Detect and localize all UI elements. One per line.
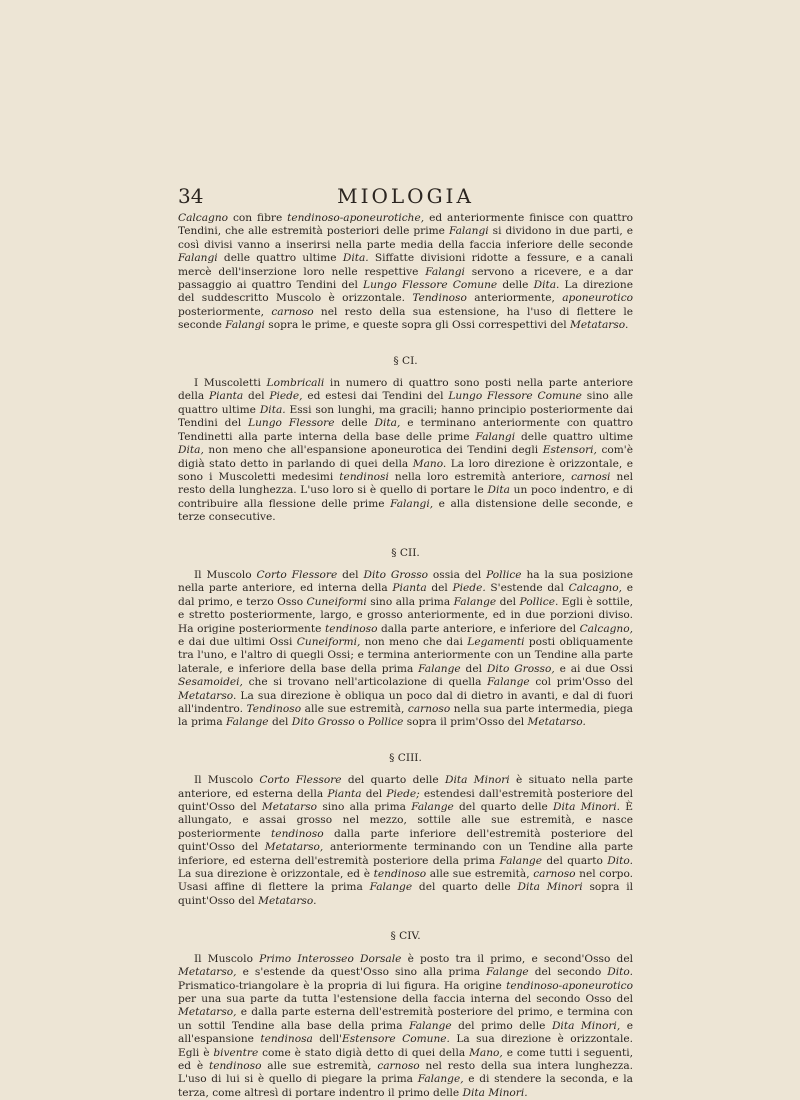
italic-term: Tendinoso bbox=[412, 292, 467, 305]
page-body bbox=[178, 212, 633, 1100]
italic-term: Dito Grosso bbox=[291, 716, 355, 729]
paragraph-lombricali: I Muscoletti Lombricali in numero di quattro sono posti nella parte anteriore della Pianta del Piede, ed estesi dai Tendini del Lungo Flessore Comune sino alle quattro ultime Dita. Essi son lunghi, ma gracili; hanno principio posteriormente dai Tendini del Lungo Flessore delle Dita, e terminano anteriormente con quattro Tendinetti alla parte interna della base delle prime Falangi delle quattro ultime Dita, non meno che all'espansione aponeurotica dei Tendini degli Estensori, com'è digià stato detto in parlando di quei della Mano. La loro direzione è orizzontale, e sono i Muscoletti medesimi tendinosi nella loro estremità anteriore, carnosi nel resto della lunghezza. L'uso loro si è quello di portare le Dita un poco indentro, e di contribuire alla flessione delle prime Falangi, e alla distensione delle seconde, e terze consecutive. bbox=[178, 377, 634, 524]
italic-term: Tendinoso bbox=[246, 703, 302, 715]
section-heading-ciii: § CIII. bbox=[389, 751, 422, 764]
italic-term: Falange, bbox=[417, 1073, 464, 1086]
italic-term: Metatarso, bbox=[264, 841, 324, 854]
italic-term: Metatarso. bbox=[178, 689, 237, 702]
italic-term: carnoso bbox=[407, 703, 451, 715]
italic-term: Falange bbox=[226, 716, 269, 729]
italic-term: Dita, bbox=[178, 444, 204, 457]
page-title: MIOLOGIA bbox=[337, 184, 474, 208]
italic-term: Pollice bbox=[486, 568, 522, 581]
italic-term: tendinoso bbox=[324, 622, 378, 635]
italic-term: tendinoso bbox=[208, 1059, 262, 1072]
italic-term: Falangi bbox=[475, 430, 516, 443]
italic-term: aponeurotico bbox=[562, 292, 634, 305]
italic-term: Dita. bbox=[342, 252, 369, 265]
italic-term: Metatarso, bbox=[178, 966, 237, 979]
italic-term: Dita, bbox=[374, 417, 401, 430]
italic-term: carnoso bbox=[271, 305, 314, 318]
italic-term: Estensori, bbox=[542, 444, 597, 457]
italic-term: Falangi bbox=[225, 319, 265, 332]
italic-term: Lungo Flessore Comune bbox=[448, 390, 582, 403]
italic-term: Estensore Comune. bbox=[342, 1033, 450, 1046]
italic-term: carnoso bbox=[533, 868, 576, 881]
italic-term: Corto Flessore bbox=[256, 568, 338, 581]
paragraph-corto-flessore-pollice: Il Muscolo Corto Flessore del Dito Grosso ossia del Pollice ha la sua posizione nella parte anteriore, ed interna della Pianta del Piede. S'estende dal Calcagno, e dal primo, e terzo Osso Cuneiformi sino alla prima Falange del Pollice. Egli è sottile, e stretto posteriormente, largo, e grosso anteriormente, ed in due porzioni diviso. Ha origine posteriormente tendinoso dalla parte anteriore, e inferiore del Calcagno, e dai due ultimi Ossi Cuneiformi, non meno che dai Legamenti posti obliquamente tra l'uno, e l'altro di quegli Ossi; e termina anteriormente con un Tendine alla parte laterale, e inferiore della base della prima Falange del Dito Grosso, e ai due Ossi Sesamoidei, che si trovano nell'articolazione di quella Falange col prim'Osso del Metatarso. La sua direzione è obliqua un poco dal di dietro in avanti, e dal di fuori all'indentro. Tendinoso alle sue estremità, carnoso nella sua parte intermedia, piega la prima Falange del Dito Grosso o Pollice sopra il prim'Osso del Metatarso. bbox=[178, 568, 634, 729]
italic-term: Legamenti bbox=[467, 635, 525, 648]
italic-term: Dita Minori. bbox=[553, 801, 621, 814]
italic-term: Piede; bbox=[386, 787, 420, 800]
italic-term: Dita Minori, bbox=[551, 1019, 621, 1032]
page-header bbox=[178, 184, 633, 208]
page-number: 34 bbox=[178, 184, 204, 208]
italic-term: Pollice. bbox=[519, 595, 559, 608]
italic-term: tendinoso-aponeurotiche, bbox=[287, 212, 425, 224]
italic-term: Dita. bbox=[533, 279, 560, 292]
italic-term: Metatarso. bbox=[527, 716, 586, 729]
italic-term: Cuneiformi bbox=[306, 595, 367, 608]
italic-term: Falangi bbox=[448, 225, 489, 238]
italic-term: Metatarso. bbox=[258, 894, 317, 907]
italic-term: Primo Interosseo Dorsale bbox=[259, 952, 402, 965]
italic-term: Dita. bbox=[259, 403, 286, 416]
italic-term: Falange bbox=[486, 966, 529, 979]
italic-term: Dito Grosso, bbox=[486, 662, 555, 675]
italic-term: Falangi, bbox=[390, 497, 434, 510]
italic-term: Mano, bbox=[469, 1046, 503, 1059]
italic-term: tendinoso bbox=[373, 868, 427, 881]
italic-term: Falange bbox=[411, 801, 454, 814]
italic-term: Sesamoidei, bbox=[178, 676, 243, 689]
italic-term: Calcagno, bbox=[568, 582, 623, 595]
italic-term: Falange bbox=[369, 881, 413, 894]
italic-term: Lungo Flessore bbox=[248, 417, 335, 430]
paragraph-corto-flessore-quarto: Il Muscolo Corto Flessore del quarto delle Dita Minori è situato nella parte anteriore, ed esterna della Pianta del Piede; estendesi dall'estremità posteriore del quint'Osso del Metatarso sino alla prima Falange del quarto delle Dita Minori. È allungato, e assai grosso nel mezzo, sottile alle sue estremità, e nasce posteriormente tendinoso dalla parte inferiore dell'estremità posteriore del quint'Osso del Metatarso, anteriormente terminando con un Tendine alla parte inferiore, ed esterna dell'estremità posteriore della prima Falange del quarto Dito. La sua direzione è orizzontale, ed è tendinoso alle sue estremità, carnoso nel corpo. Usasi affine di flettere la prima Falange del quarto delle Dita Minori sopra il quint'Osso del Metatarso. bbox=[178, 774, 634, 907]
section-heading-cii: § CII. bbox=[391, 546, 420, 559]
italic-term: tendinoso bbox=[271, 827, 324, 840]
italic-term: Lungo Flessore Comune bbox=[363, 279, 498, 292]
italic-term: tendinosa bbox=[260, 1033, 313, 1046]
italic-term: Lombricali bbox=[266, 377, 325, 390]
paragraph-primo-interosseo: Il Muscolo Primo Interosseo Dorsale è posto tra il primo, e second'Osso del Metatarso, e s'estende da quest'Osso sino alla prima Falange del secondo Dito. Prismatico-triangolare è la propria di lui figura. Ha origine tendinoso-aponeurotico per una sua parte da tutta l'estensione della faccia interna del secondo Osso del Metatarso, e dalla parte esterna dell'estremità posteriore del primo, e termina con un sottil Tendine alla base della prima Falange del primo delle Dita Minori, e all'espansione tendinosa dell'Estensore Comune. La sua direzione è orizzontale. Egli è biventre come è stato digià detto di quei della Mano, e come tutti i seguenti, ed è tendinoso alle sue estremità, carnoso nel resto della sua intera lunghezza. L'uso di lui si è quello di piegare la prima Falange, e di stendere la seconda, e la terza, come altresì di portare indentro il primo delle Dita Minori. bbox=[178, 952, 633, 1099]
italic-term: Piede, bbox=[269, 390, 303, 403]
italic-term: Dita bbox=[487, 484, 510, 497]
italic-term: Falange bbox=[499, 854, 542, 867]
italic-term: Metatarso. bbox=[570, 319, 629, 332]
italic-term: Pianta bbox=[392, 582, 427, 595]
italic-term: Falange bbox=[409, 1019, 452, 1032]
italic-term: Metatarso, bbox=[178, 1006, 237, 1019]
italic-term: Pollice bbox=[367, 716, 404, 729]
italic-term: Falangi bbox=[425, 265, 465, 278]
italic-term: Metatarso bbox=[261, 801, 318, 814]
italic-term: Dito. bbox=[607, 966, 633, 979]
italic-term: Piede. bbox=[452, 582, 486, 595]
italic-term: carnosi bbox=[571, 470, 611, 483]
italic-term: Dito. bbox=[607, 854, 633, 867]
italic-term: Falangi bbox=[178, 252, 218, 265]
italic-term: biventre bbox=[213, 1046, 259, 1059]
italic-term: Mano. bbox=[412, 457, 447, 470]
italic-term: Dita Minori bbox=[445, 774, 510, 787]
section-heading-ci: § CI. bbox=[393, 354, 418, 367]
italic-term: Falange bbox=[487, 676, 530, 689]
italic-term: Falange bbox=[418, 662, 461, 675]
italic-term: Dita Minori. bbox=[462, 1086, 528, 1099]
italic-term: Falange bbox=[453, 595, 497, 608]
italic-term: Pianta bbox=[327, 787, 362, 800]
italic-term: Pianta bbox=[208, 390, 244, 403]
italic-term: tendinoso-aponeurotico bbox=[506, 979, 633, 992]
italic-term: Dita Minori bbox=[517, 881, 583, 894]
italic-term: Calcagno, bbox=[579, 622, 633, 635]
paragraph-continued: Calcagno con fibre tendinoso-aponeurotiche, ed anteriormente finisce con quattro Tendini, che alle estremità posteriori delle prime Falangi si dividono in due parti, e così divisi vanno a inserirsi nella parte media della faccia inferiore delle seconde Falangi delle quattro ultime Dita. Siffatte divisioni ridotte a fessure, e a canali mercè dell'inserzione loro nelle respettive Falangi servono a ricevere, e a dar passaggio ai quattro Tendini del Lungo Flessore Comune delle Dita. La direzione del suddescritto Muscolo è orizzontale. Tendinoso anteriormente, aponeurotico posteriormente, carnoso nel resto della sua estensione, ha l'uso di flettere le seconde Falangi sopra le prime, e queste sopra gli Ossi correspettivi del Metatarso. bbox=[178, 212, 634, 332]
italic-term: tendinosi bbox=[339, 470, 389, 483]
italic-term: Corto Flessore bbox=[259, 774, 342, 787]
italic-term: carnoso bbox=[377, 1059, 420, 1072]
italic-term: Calcagno bbox=[178, 212, 229, 224]
italic-term: Dito Grosso bbox=[363, 568, 429, 581]
italic-term: Cuneiformi, bbox=[296, 635, 361, 648]
section-heading-civ: § CIV. bbox=[390, 930, 421, 943]
